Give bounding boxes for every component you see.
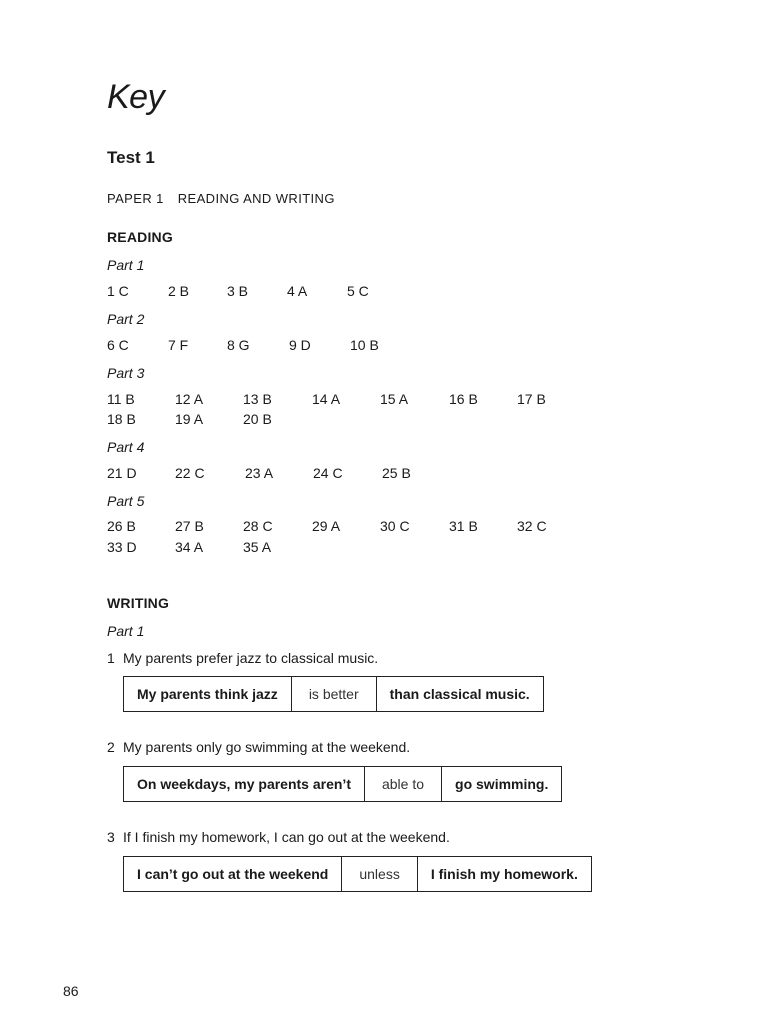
answer: 3 B <box>227 283 249 299</box>
answer-keyword-part: able to <box>364 767 441 802</box>
reading-part-5-label: Part 5 <box>107 493 145 509</box>
reading-part-3-label: Part 3 <box>107 365 145 381</box>
answer: 29 A <box>312 518 341 534</box>
answer: 11 B <box>107 391 135 407</box>
answer: 10 B <box>350 337 379 353</box>
answer: 8 G <box>227 337 250 353</box>
question-number: 3 <box>107 829 115 845</box>
answer: 14 A <box>312 391 341 407</box>
answer: 17 B <box>517 391 546 407</box>
answer: 35 A <box>243 539 272 555</box>
answer: 5 C <box>347 283 369 299</box>
writing-part-1-label: Part 1 <box>107 623 145 639</box>
answer: 9 D <box>289 337 311 353</box>
answer: 15 A <box>380 391 409 407</box>
paper-line <box>107 191 335 206</box>
paper-name: READING AND WRITING <box>177 191 335 206</box>
question-prompt: My parents prefer jazz to classical music. <box>123 650 379 666</box>
answer: 1 C <box>107 283 129 299</box>
answer: 2 B <box>168 283 190 299</box>
answer: 26 B <box>107 518 136 534</box>
answer-keyword-part: unless <box>342 857 417 892</box>
answer: 32 C <box>517 518 547 534</box>
answer: 27 B <box>175 518 204 534</box>
answer: 13 B <box>243 391 272 407</box>
answer: 28 C <box>243 518 273 534</box>
answer: 12 A <box>175 391 204 407</box>
question-number: 1 <box>107 650 115 666</box>
question-prompt: My parents only go swimming at the weekend. <box>123 739 411 755</box>
paper-number: PAPER 1 <box>107 191 164 206</box>
answer-table-2 <box>123 766 562 802</box>
answer-part-before: On weekdays, my parents aren’t <box>124 767 365 802</box>
answer: 23 A <box>245 465 274 481</box>
answer: 24 C <box>313 465 343 481</box>
reading-part-4-label: Part 4 <box>107 439 145 455</box>
answer: 20 B <box>243 411 272 427</box>
answer: 22 C <box>175 465 205 481</box>
answer-part-after: than classical music. <box>376 677 543 712</box>
answer-keyword-part: is better <box>291 677 376 712</box>
answer: 30 C <box>380 518 410 534</box>
answer: 21 D <box>107 465 137 481</box>
answer: 31 B <box>449 518 478 534</box>
writing-question-3 <box>107 829 450 845</box>
reading-heading: READING <box>107 229 173 245</box>
answer: 18 B <box>107 411 136 427</box>
answer-part-before: I can’t go out at the weekend <box>124 857 342 892</box>
answer: 6 C <box>107 337 129 353</box>
question-prompt: If I finish my homework, I can go out at the weekend. <box>123 829 450 845</box>
answer: 4 A <box>287 283 308 299</box>
answer-table-1 <box>123 676 544 712</box>
answer: 33 D <box>107 539 137 555</box>
reading-part-1-label: Part 1 <box>107 257 145 273</box>
answer: 16 B <box>449 391 478 407</box>
page-number: 86 <box>63 983 79 999</box>
answer: 34 A <box>175 539 204 555</box>
question-number: 2 <box>107 739 115 755</box>
answer: 19 A <box>175 411 204 427</box>
test-title: Test 1 <box>107 148 155 167</box>
answer-part-before: My parents think jazz <box>124 677 292 712</box>
writing-question-2 <box>107 739 410 755</box>
answer: 7 F <box>168 337 189 353</box>
reading-part-2-label: Part 2 <box>107 311 145 327</box>
writing-question-1 <box>107 650 378 666</box>
answer: 25 B <box>382 465 411 481</box>
page-title: Key <box>107 78 165 116</box>
answer-table-3 <box>123 856 592 892</box>
answer-part-after: go swimming. <box>442 767 562 802</box>
answer-part-after: I finish my homework. <box>417 857 591 892</box>
writing-heading: WRITING <box>107 595 170 611</box>
